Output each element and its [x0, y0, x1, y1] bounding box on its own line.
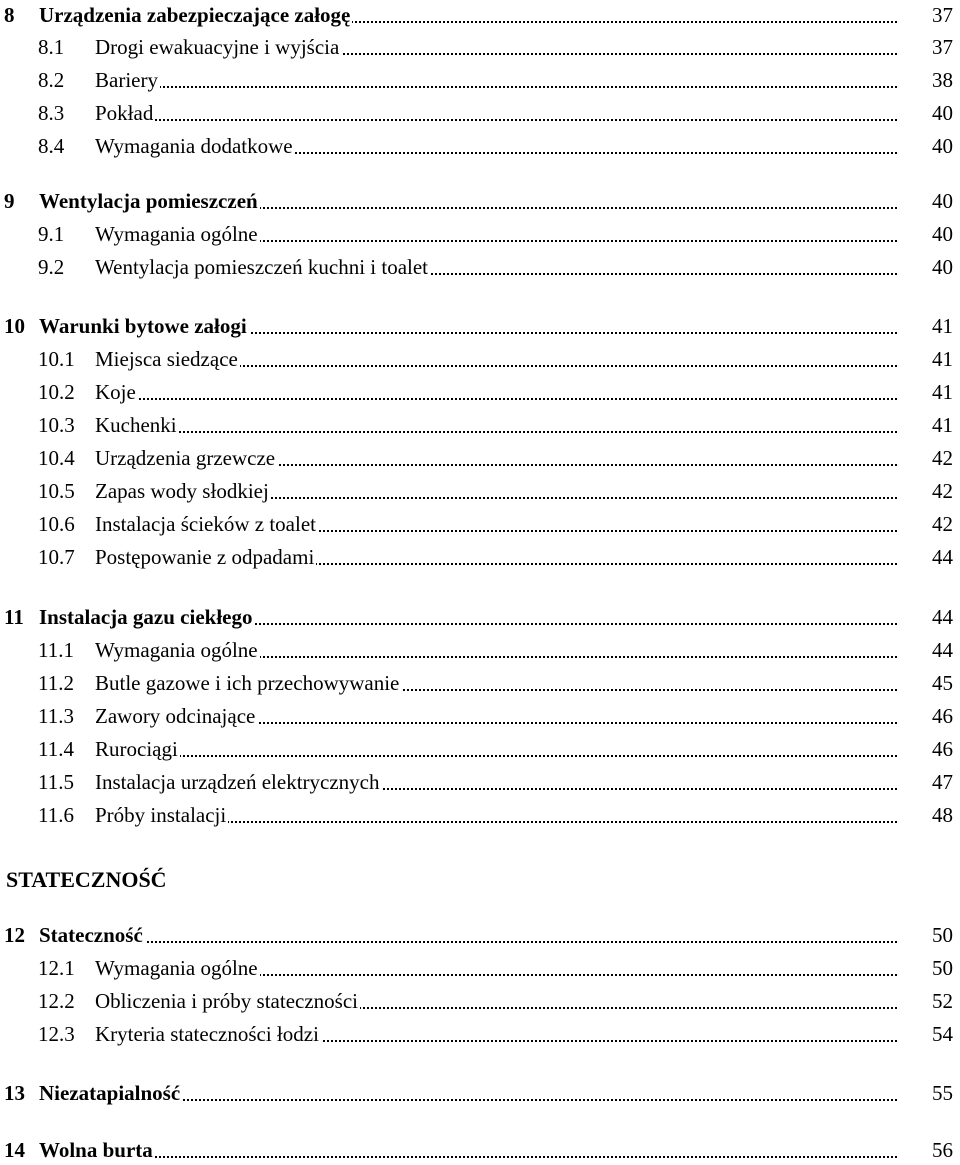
toc-section-entry[interactable] [0, 252, 955, 282]
dot-leader [39, 1135, 897, 1158]
entry-number: 11.5 [38, 770, 74, 794]
toc-chapter-entry[interactable] [0, 186, 955, 216]
entry-title: Wymagania ogólne [95, 953, 260, 983]
entry-page-number: 42 [932, 476, 953, 506]
entry-title: Bariery [95, 65, 160, 95]
entry-title: Urządzenia grzewcze [95, 443, 277, 473]
entry-title: Wentylacja pomieszczeń kuchni i toalet [95, 252, 430, 282]
entry-page-number: 40 [932, 252, 953, 282]
entry-title: Wentylacja pomieszczeń [39, 186, 260, 216]
entry-title: Postępowanie z odpadami [95, 542, 316, 572]
entry-title: Obliczenia i próby stateczności [95, 986, 360, 1016]
entry-page-number: 41 [932, 344, 953, 374]
toc-chapter-entry[interactable] [0, 602, 955, 632]
entry-title: Niezatapialność [39, 1078, 182, 1108]
entry-number: 8.3 [38, 101, 65, 125]
toc-section-entry[interactable] [0, 800, 955, 830]
entry-number: 10.1 [38, 347, 75, 371]
entry-number: 11 [4, 605, 24, 629]
toc-section-entry[interactable] [0, 701, 955, 731]
toc-section-entry[interactable] [0, 98, 955, 128]
entry-title: Butle gazowe i ich przechowywanie [95, 668, 401, 698]
toc-section-entry[interactable] [0, 635, 955, 665]
entry-number: 11.3 [38, 704, 74, 728]
entry-title: Kuchenki [95, 410, 179, 440]
entry-page-number: 55 [932, 1078, 953, 1108]
entry-page-number: 40 [932, 219, 953, 249]
entry-page-number: 45 [932, 668, 953, 698]
dot-leader [95, 65, 897, 88]
entry-page-number: 50 [932, 920, 953, 950]
toc-section-entry[interactable] [0, 476, 955, 506]
entry-page-number: 41 [932, 311, 953, 341]
entry-page-number: 37 [932, 0, 953, 30]
entry-title: Urządzenia zabezpieczające załogę [39, 0, 352, 30]
toc-chapter-entry[interactable] [0, 1078, 955, 1108]
entry-number: 10.3 [38, 413, 75, 437]
entry-title: Zawory odcinające [95, 701, 257, 731]
dot-leader [95, 98, 897, 121]
entry-number: 12.1 [38, 956, 75, 980]
entry-number: 11.4 [38, 737, 74, 761]
toc-chapter-entry[interactable] [0, 0, 955, 30]
entry-number: 10 [4, 314, 25, 338]
entry-number: 10.7 [38, 545, 75, 569]
entry-number: 8.1 [38, 35, 65, 59]
dot-leader [95, 377, 897, 400]
entry-page-number: 54 [932, 1019, 953, 1049]
toc-section-entry[interactable] [0, 1019, 955, 1049]
toc-section-entry[interactable] [0, 65, 955, 95]
entry-number: 11.2 [38, 671, 74, 695]
entry-page-number: 50 [932, 953, 953, 983]
entry-page-number: 56 [932, 1135, 953, 1165]
entry-number: 12.3 [38, 1022, 75, 1046]
entry-page-number: 47 [932, 767, 953, 797]
entry-page-number: 40 [932, 131, 953, 161]
entry-page-number: 41 [932, 410, 953, 440]
toc-section-entry[interactable] [0, 542, 955, 572]
toc-section-entry[interactable] [0, 443, 955, 473]
entry-title: Stateczność [39, 920, 145, 950]
entry-number: 9.2 [38, 255, 65, 279]
toc-section-entry[interactable] [0, 32, 955, 62]
entry-page-number: 37 [932, 32, 953, 62]
part-heading: STATECZNOŚĆ [6, 867, 167, 892]
toc-section-entry[interactable] [0, 410, 955, 440]
toc-chapter-entry[interactable] [0, 311, 955, 341]
entry-page-number: 44 [932, 635, 953, 665]
entry-title: Instalacja ścieków z toalet [95, 509, 318, 539]
entry-title: Warunki bytowe załogi [39, 311, 249, 341]
entry-title: Miejsca siedzące [95, 344, 240, 374]
entry-page-number: 46 [932, 734, 953, 764]
entry-page-number: 41 [932, 377, 953, 407]
toc-section-entry[interactable] [0, 953, 955, 983]
entry-page-number: 52 [932, 986, 953, 1016]
entry-title: Zapas wody słodkiej [95, 476, 271, 506]
entry-number: 14 [4, 1138, 25, 1162]
entry-title: Wymagania dodatkowe [95, 131, 295, 161]
entry-page-number: 38 [932, 65, 953, 95]
toc-section-entry[interactable] [0, 734, 955, 764]
entry-title: Instalacja urządzeń elektrycznych [95, 767, 382, 797]
entry-number: 8 [4, 3, 15, 27]
entry-title: Koje [95, 377, 138, 407]
entry-title: Kryteria stateczności łodzi [95, 1019, 321, 1049]
entry-number: 10.2 [38, 380, 75, 404]
entry-page-number: 44 [932, 602, 953, 632]
entry-number: 12.2 [38, 989, 75, 1013]
entry-number: 10.4 [38, 446, 75, 470]
entry-title: Wolna burta [39, 1135, 155, 1165]
entry-page-number: 46 [932, 701, 953, 731]
entry-title: Pokład [95, 98, 155, 128]
entry-title: Rurociągi [95, 734, 180, 764]
entry-number: 9 [4, 189, 15, 213]
entry-number: 8.4 [38, 134, 65, 158]
entry-page-number: 44 [932, 542, 953, 572]
entry-number: 12 [4, 923, 25, 947]
toc-section-entry[interactable] [0, 986, 955, 1016]
toc-section-entry[interactable] [0, 377, 955, 407]
toc-section-entry[interactable] [0, 219, 955, 249]
entry-page-number: 42 [932, 443, 953, 473]
toc-chapter-entry[interactable] [0, 1135, 955, 1165]
toc-section-entry[interactable] [0, 131, 955, 161]
dot-leader [95, 734, 897, 757]
entry-number: 8.2 [38, 68, 65, 92]
dot-leader [95, 410, 897, 433]
toc-section-entry[interactable] [0, 509, 955, 539]
entry-page-number: 40 [932, 98, 953, 128]
entry-title: Drogi ewakuacyjne i wyjścia [95, 32, 341, 62]
toc-section-entry[interactable] [0, 668, 955, 698]
entry-number: 11.6 [38, 803, 74, 827]
entry-number: 9.1 [38, 222, 65, 246]
dot-leader [39, 920, 897, 943]
entry-title: Próby instalacji [95, 800, 228, 830]
toc-chapter-entry[interactable] [0, 920, 955, 950]
entry-page-number: 40 [932, 186, 953, 216]
entry-title: Wymagania ogólne [95, 219, 260, 249]
toc-section-entry[interactable] [0, 344, 955, 374]
entry-title: Instalacja gazu ciekłego [39, 602, 254, 632]
entry-number: 11.1 [38, 638, 74, 662]
toc-section-entry[interactable] [0, 767, 955, 797]
entry-page-number: 48 [932, 800, 953, 830]
entry-number: 10.6 [38, 512, 75, 536]
entry-title: Wymagania ogólne [95, 635, 260, 665]
entry-number: 13 [4, 1081, 25, 1105]
entry-page-number: 42 [932, 509, 953, 539]
entry-number: 10.5 [38, 479, 75, 503]
